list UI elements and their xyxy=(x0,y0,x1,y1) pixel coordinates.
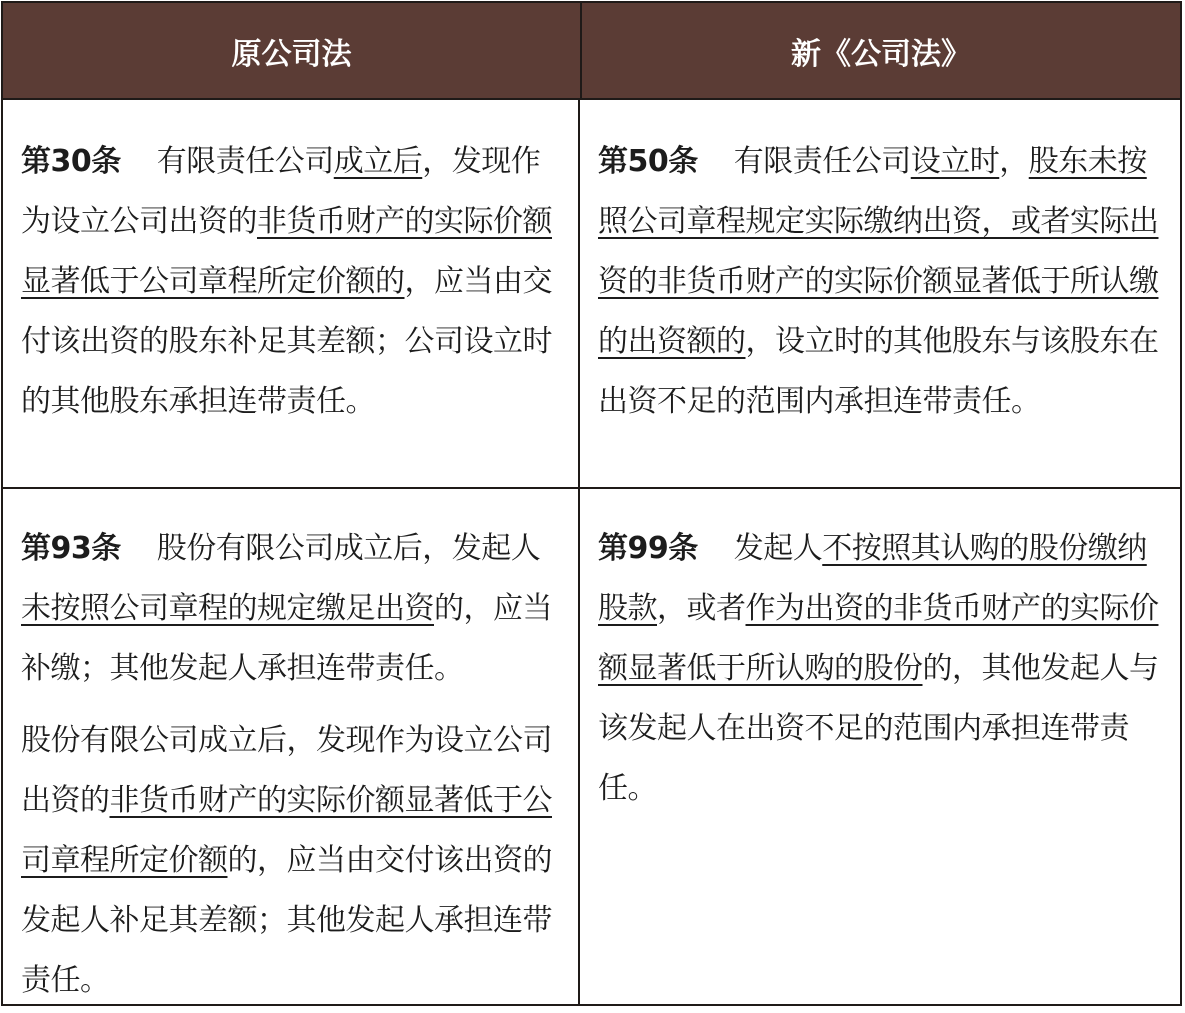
text-segment: ，应当由交付该出资的股东补足其差额；公司设立时的其他股东承担连带责任。 xyxy=(21,264,552,419)
text-segment: 发起人 xyxy=(733,531,823,566)
old-law-cell xyxy=(3,489,580,1004)
underlined-segment: 非货币财产的实际价额显著低于公司章程所定价额 xyxy=(21,783,552,878)
article-number: 第30条 xyxy=(21,144,121,179)
text-segment: ， xyxy=(999,144,1029,179)
text-segment: ，设立时的其他股东与该股东在出资不足的范围内承担连带责任。 xyxy=(598,324,1159,419)
text-segment: 的，其他发起人与该发起人在出资不足的范围内承担连带责任。 xyxy=(598,651,1159,806)
article-text xyxy=(21,132,564,432)
table-row xyxy=(3,489,1180,1004)
underlined-segment: 未按照公司章程的规定缴足出资 xyxy=(21,591,434,626)
text-segment: 有限责任公司 xyxy=(156,144,334,179)
new-law-cell xyxy=(580,100,1180,487)
article-text xyxy=(598,132,1166,432)
underlined-segment: 成立后 xyxy=(333,144,423,179)
article-text-paragraph-2 xyxy=(21,711,564,1004)
underlined-segment: 作为出资的非货币财产的实际价额显著低于所认购的股份 xyxy=(598,591,1159,686)
underlined-segment: 非货币财产的实际价额显著低于公司章程所定价额的 xyxy=(21,204,552,299)
text-segment: 的，应当由交付该出资的发起人补足其差额；其他发起人承担连带责任。 xyxy=(21,843,552,998)
article-number: 第99条 xyxy=(598,531,698,566)
underlined-segment: 股东未按照公司章程规定实际缴纳出资，或者实际出资的非货币财产的实际价额显著低于所认缴的出资额的 xyxy=(598,144,1159,359)
table-header xyxy=(3,3,1180,100)
new-law-cell xyxy=(580,489,1180,1004)
underlined-segment: 不按照其认购的股份缴纳股款 xyxy=(598,531,1147,626)
text-segment: 股份有限公司成立后，发现作为设立公司出资的 xyxy=(21,723,552,818)
article-number: 第93条 xyxy=(21,531,121,566)
underlined-segment: 设立时 xyxy=(910,144,1000,179)
text-segment: 有限责任公司 xyxy=(733,144,911,179)
article-text xyxy=(598,519,1166,819)
header-old-law: 原公司法 xyxy=(3,3,582,98)
header-new-law: 新《公司法》 xyxy=(791,36,971,72)
old-law-cell xyxy=(3,100,580,487)
text-segment: 的，应当补缴；其他发起人承担连带责任。 xyxy=(21,591,552,686)
article-text xyxy=(21,519,564,699)
text-segment: 股份有限公司成立后，发起人 xyxy=(156,531,541,566)
text-segment: ，发现作为设立公司出资的 xyxy=(21,144,541,239)
table-row xyxy=(3,100,1180,489)
article-number: 第50条 xyxy=(598,144,698,179)
law-comparison-table xyxy=(1,1,1182,1006)
text-segment: ，或者 xyxy=(657,591,746,626)
